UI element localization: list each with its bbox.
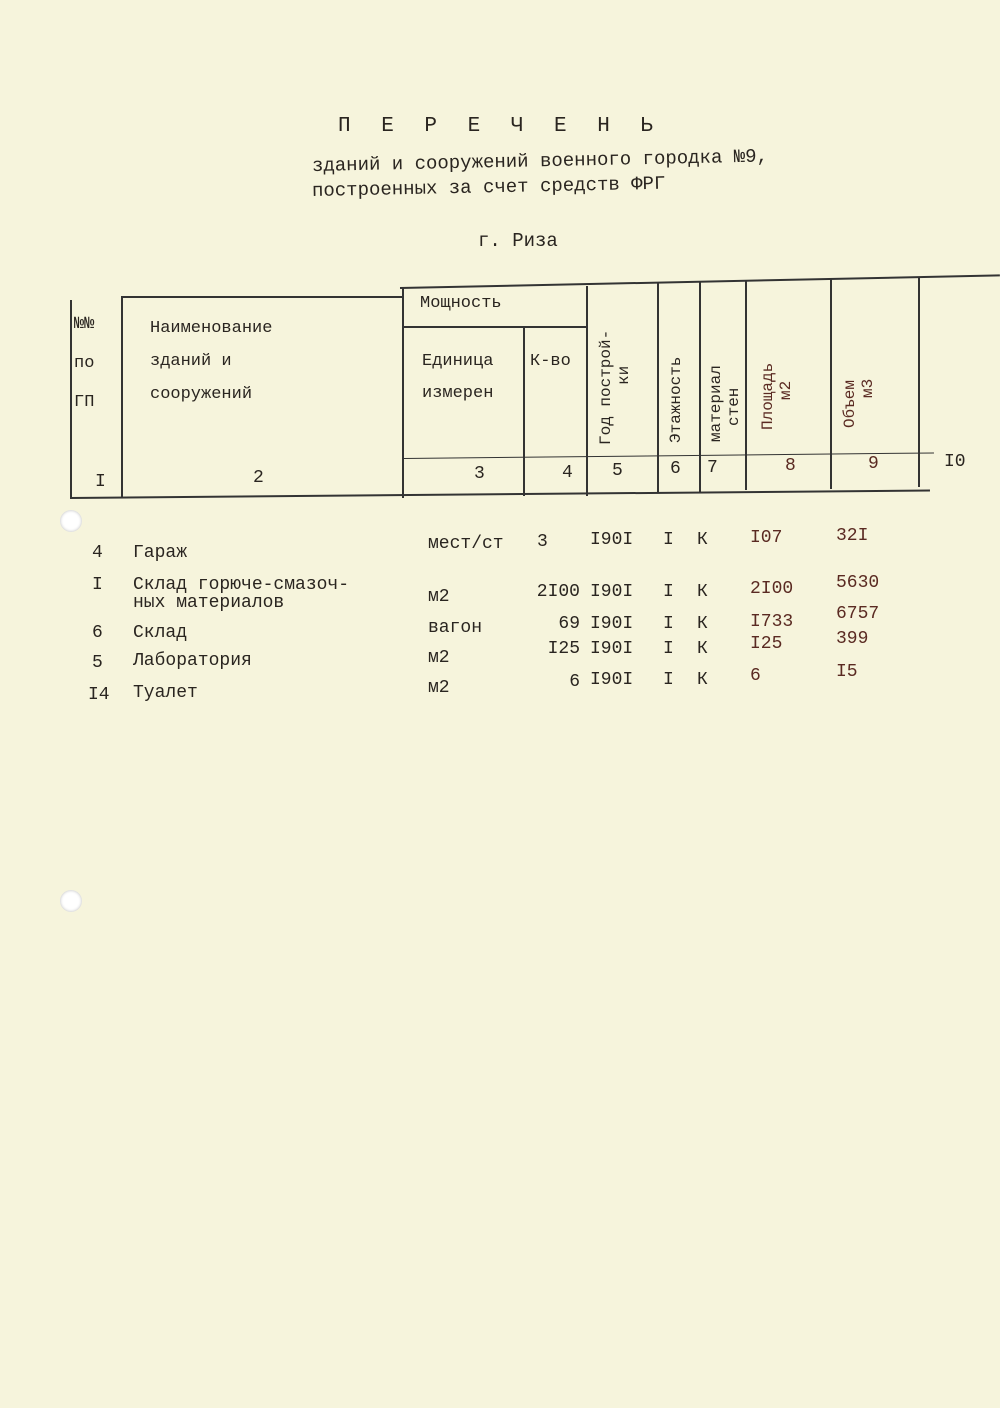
col-number-line3: ГП [74, 393, 95, 413]
row-unit: м2 [428, 648, 450, 668]
volume-header [842, 379, 877, 428]
row-name: Туалет [133, 683, 198, 703]
col-num-6: 6 [670, 459, 681, 479]
row-name: Склад [133, 623, 188, 643]
document-title: П Е Р Е Ч Е Н Ь [337, 115, 663, 138]
row-unit: вагон [428, 618, 483, 638]
vline-1 [70, 300, 72, 498]
volume-header-line2: м3 [858, 378, 877, 398]
row-volume: 32I [836, 526, 869, 546]
document-subtitle-line2: построенных за счет средств ФРГ [311, 172, 666, 202]
row-material: К [697, 614, 708, 634]
qty-header: К-во [530, 352, 571, 371]
row-floors: I [663, 530, 674, 550]
col-name-line2: зданий и [150, 352, 232, 372]
vline-9 [830, 279, 832, 489]
punch-hole-top [60, 510, 82, 532]
col-name-line3: сооружений [150, 385, 253, 405]
row-number: I4 [88, 685, 110, 705]
vline-4 [523, 326, 525, 496]
material-header-line2: стен [724, 387, 743, 426]
row-name-continued: ных материалов [133, 593, 285, 613]
row-unit: мест/ст [428, 534, 504, 554]
unit-header-line1: Единица [422, 352, 494, 371]
row-unit: м2 [428, 587, 450, 607]
row-area: I733 [750, 612, 794, 632]
row-qty: 69 [558, 614, 580, 634]
row-number: I [92, 575, 103, 595]
vline-2 [121, 296, 123, 498]
row-unit: м2 [428, 678, 450, 698]
vline-8 [745, 280, 747, 490]
col-num-3: 3 [474, 464, 485, 484]
area-header-line2: м2 [776, 380, 795, 400]
vline-7 [699, 282, 701, 492]
row-qty: I25 [547, 639, 580, 659]
row-year: I90I [590, 614, 634, 634]
vline-3 [402, 288, 404, 498]
row-area: 6 [750, 666, 761, 686]
table-bottom-border [70, 489, 930, 499]
numbers-divider [404, 452, 934, 459]
vline-10 [918, 277, 920, 487]
row-year: I90I [590, 530, 634, 550]
row-year: I90I [590, 582, 634, 602]
unit-header-line2: измерен [422, 384, 494, 404]
col-num-8: 8 [785, 456, 796, 476]
row-material: К [697, 670, 708, 690]
col-num-4: 4 [562, 463, 573, 483]
row-qty: 6 [569, 672, 580, 692]
row-volume: 6757 [836, 604, 880, 624]
row-name: Склад горюче-смазоч- [133, 575, 350, 595]
row-number: 6 [92, 623, 103, 643]
col-num-10: I0 [944, 452, 966, 472]
row-qty: 2I00 [536, 582, 580, 602]
col-num-1: I [95, 472, 106, 492]
col-num-2: 2 [253, 468, 264, 488]
row-area: I07 [750, 528, 783, 548]
material-header-line1: материал [707, 365, 725, 442]
row-area: 2I00 [750, 579, 794, 599]
area-header [760, 363, 795, 430]
col-name-header [150, 312, 272, 411]
col-name-line1: Наименование [150, 319, 273, 338]
year-header-line2: ки [614, 365, 633, 385]
col-number-line1: №№ [74, 315, 95, 334]
unit-header [422, 346, 493, 411]
vline-5 [586, 286, 588, 496]
col-num-5: 5 [612, 461, 623, 481]
col-num-9: 9 [868, 454, 879, 474]
row-number: 5 [92, 653, 103, 673]
row-floors: I [663, 614, 674, 634]
table-row [0, 572, 1000, 613]
row-volume: 5630 [836, 573, 880, 593]
floors-header: Этажность [667, 356, 685, 443]
area-header-line1: Площадь [759, 362, 777, 430]
row-floors: I [663, 670, 674, 690]
year-header [598, 330, 633, 445]
table-row [0, 526, 1000, 570]
row-material: К [697, 639, 708, 659]
table-top-border-left [122, 296, 402, 298]
city-label: г. Риза [478, 230, 558, 252]
row-volume: 399 [836, 629, 869, 649]
year-header-line1: Год построй- [597, 329, 615, 445]
volume-header-line1: Объем [841, 379, 859, 428]
col-number-line2: по [74, 354, 95, 374]
row-floors: I [663, 639, 674, 659]
col-number-header [74, 305, 94, 422]
row-area: I25 [750, 634, 783, 654]
material-header [708, 365, 743, 442]
capacity-header: Мощность [420, 294, 502, 313]
row-material: К [697, 530, 708, 550]
row-floors: I [663, 582, 674, 602]
col-num-7: 7 [707, 458, 718, 478]
row-name: Гараж [133, 543, 188, 563]
document-subtitle-line1: зданий и сооружений военного городка №9, [311, 145, 769, 177]
row-qty: 3 [537, 532, 548, 552]
capacity-divider [404, 326, 586, 328]
punch-hole-bottom [60, 890, 82, 912]
row-year: I90I [590, 670, 634, 690]
row-number: 4 [92, 543, 103, 563]
table-row [0, 662, 1000, 712]
row-material: К [697, 582, 708, 602]
row-volume: I5 [836, 662, 858, 682]
row-name: Лаборатория [133, 651, 252, 671]
row-year: I90I [590, 639, 634, 659]
vline-6 [657, 283, 659, 493]
